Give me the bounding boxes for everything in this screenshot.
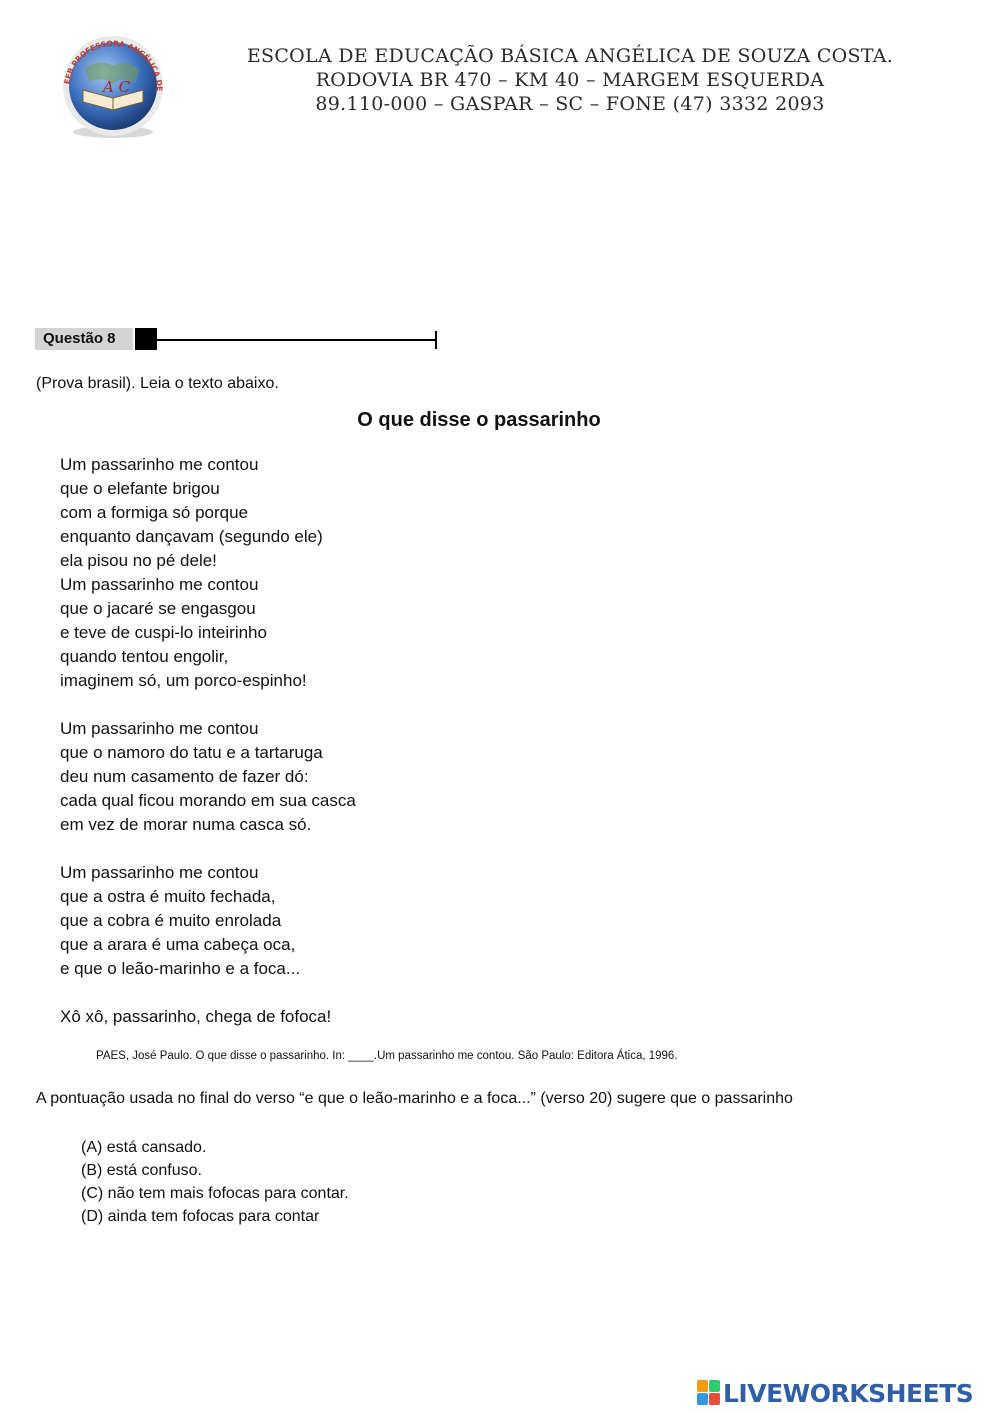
question-divider-end <box>435 331 437 349</box>
poem-verse: deu num casamento de fazer dó: <box>60 767 309 786</box>
question-label-block <box>135 328 157 350</box>
school-address: RODOVIA BR 470 – KM 40 – MARGEM ESQUERDA <box>315 69 825 91</box>
answer-options <box>81 1136 349 1228</box>
option-c[interactable]: (C) não tem mais fofocas para contar. <box>81 1185 349 1202</box>
poem-verse: enquanto dançavam (segundo ele) <box>60 527 323 546</box>
stanza-spacer <box>60 837 356 861</box>
poem-title: O que disse o passarinho <box>357 409 601 431</box>
poem-verse: e teve de cuspi-lo inteirinho <box>60 623 267 642</box>
poem-verse: que o namoro do tatu e a tartaruga <box>60 743 323 762</box>
poem-verse: que a cobra é muito enrolada <box>60 911 282 930</box>
poem-verse: Um passarinho me contou <box>60 575 259 594</box>
stanza-1 <box>60 453 356 693</box>
school-name: ESCOLA DE EDUCAÇÃO BÁSICA ANGÉLICA DE SOUZA COSTA. <box>246 45 894 67</box>
stanza-4 <box>60 1005 356 1029</box>
question-divider <box>157 339 437 341</box>
option-a[interactable]: (A) está cansado. <box>81 1139 207 1156</box>
poem-verse: que o jacaré se engasgou <box>60 599 256 618</box>
poem-verse: quando tentou engolir, <box>60 647 229 666</box>
brand-name: LIVEWORKSHEETS <box>723 1378 974 1408</box>
poem-verse: cada qual ficou morando em sua casca <box>60 791 356 810</box>
poem-verse: e que o leão-marinho e a foca... <box>60 959 301 978</box>
poem-citation: PAES, José Paulo. O que disse o passarinho. In: ____.Um passarinho me contou. São Paulo: Editora Ática, 1996. <box>96 1050 678 1062</box>
poem-verse: com a formiga só porque <box>60 503 249 522</box>
poem-verse: Um passarinho me contou <box>60 455 259 474</box>
question-instruction: (Prova brasil). Leia o texto abaixo. <box>36 375 279 392</box>
school-header <box>230 44 910 116</box>
question-stem: A pontuação usada no final do verso “e que o leão-marinho e a foca...” (verso 20) sugere que o passarinho <box>36 1090 793 1107</box>
poem-verse: Um passarinho me contou <box>60 719 259 738</box>
poem-verse: em vez de morar numa casca só. <box>60 815 312 834</box>
logo-ring-text: EEB PROFESSORA ANGÉLICA DE <box>62 38 165 92</box>
poem-verse: que o elefante brigou <box>60 479 220 498</box>
logo-initials: A C <box>103 78 131 96</box>
stanza-spacer <box>60 981 356 1005</box>
stanza-2 <box>60 717 356 837</box>
poem-verse: que a ostra é muito fechada, <box>60 887 276 906</box>
school-logo <box>55 28 170 140</box>
poem-verse: ela pisou no pé dele! <box>60 551 217 570</box>
poem-body <box>60 453 356 1029</box>
poem-verse: Xô xô, passarinho, chega de fofoca! <box>60 1007 332 1026</box>
poem-verse: Um passarinho me contou <box>60 863 259 882</box>
stanza-3 <box>60 861 356 981</box>
liveworksheets-brand <box>697 1377 973 1409</box>
poem-verse: que a arara é uma cabeça oca, <box>60 935 296 954</box>
option-b[interactable]: (B) está confuso. <box>81 1162 202 1179</box>
option-d[interactable]: (D) ainda tem fofocas para contar <box>81 1208 320 1225</box>
liveworksheets-logo-icon <box>697 1380 721 1406</box>
poem-verse: imaginem só, um porco-espinho! <box>60 671 307 690</box>
school-contact: 89.110-000 – GASPAR – SC – FONE (47) 3332 2093 <box>315 93 825 115</box>
question-label: Questão 8 <box>35 328 133 350</box>
stanza-spacer <box>60 693 356 717</box>
